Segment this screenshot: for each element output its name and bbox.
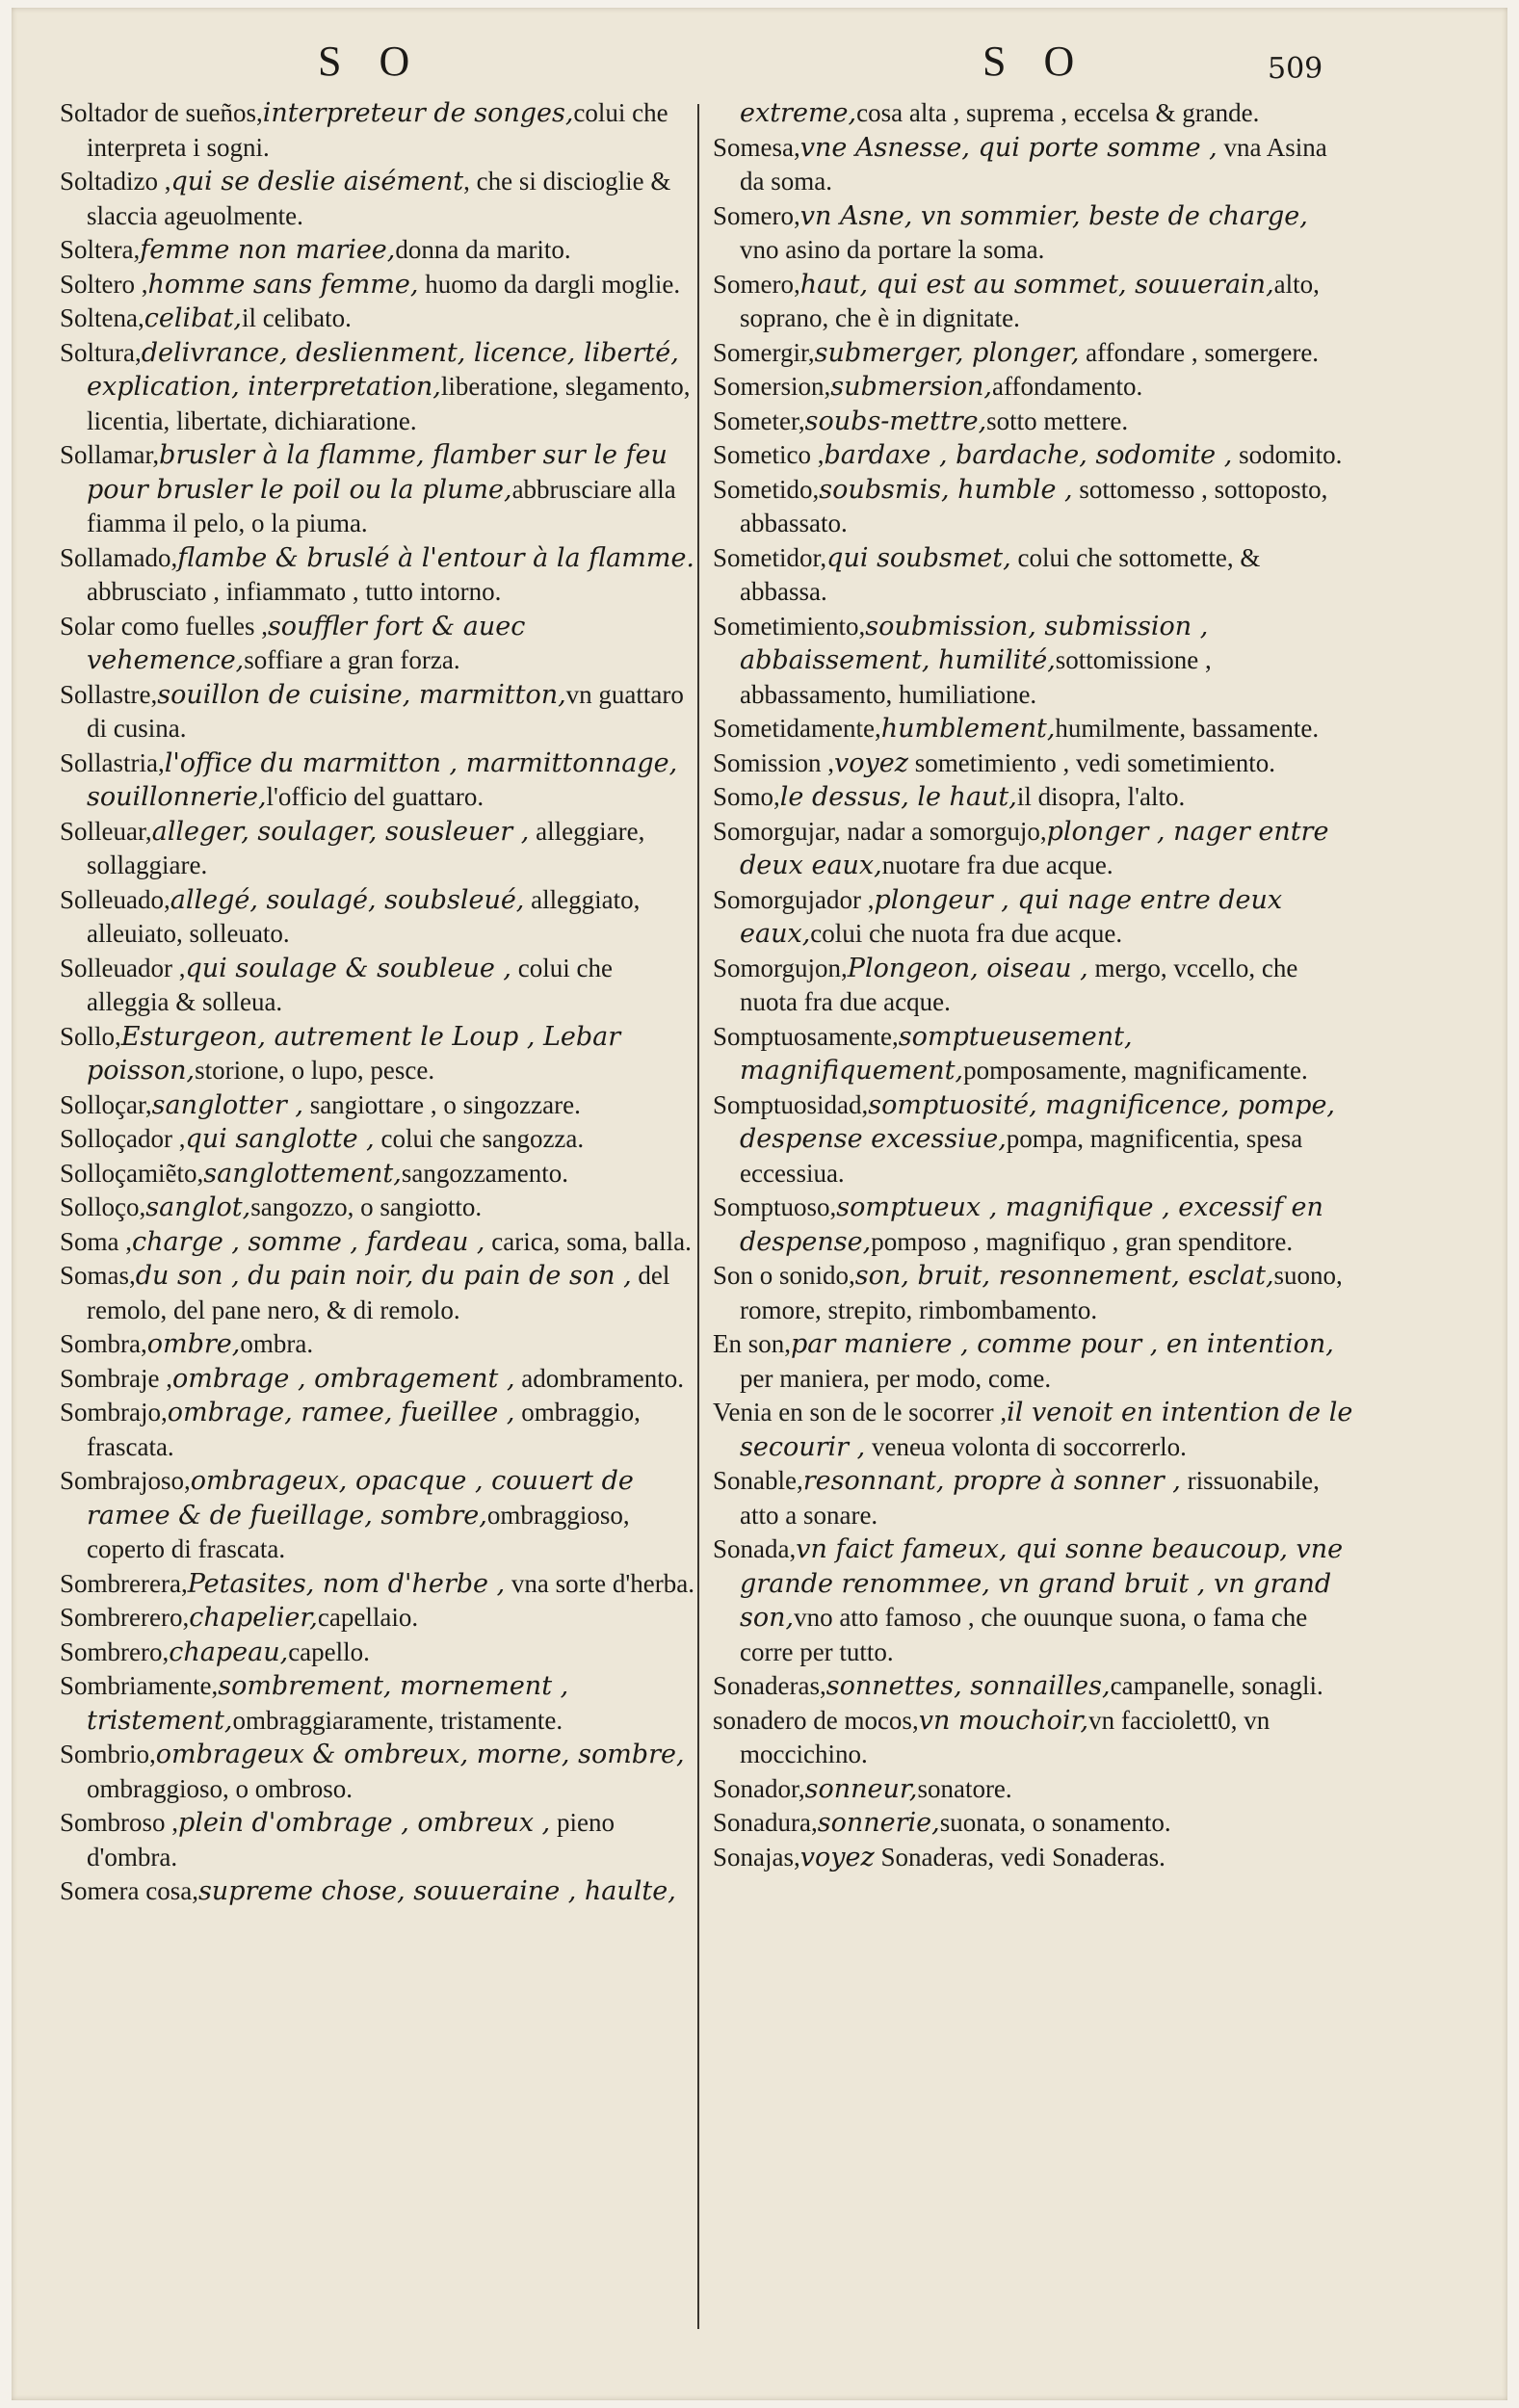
italian-gloss: del remolo, del pane nero, & di remolo. bbox=[87, 1261, 670, 1324]
dictionary-entry bbox=[713, 405, 1353, 439]
dictionary-entry bbox=[60, 1738, 700, 1806]
headword: Soltadizo , bbox=[60, 167, 171, 196]
headword: sonadero de mocos, bbox=[713, 1705, 919, 1735]
dictionary-entry bbox=[713, 883, 1353, 952]
italian-gloss: sotto mettere. bbox=[986, 406, 1129, 435]
french-gloss: sanglot, bbox=[145, 1192, 251, 1222]
headword: Soltena, bbox=[60, 303, 144, 332]
dictionary-entry bbox=[60, 1088, 700, 1123]
dictionary-entry bbox=[713, 473, 1353, 541]
headword: Sombroso , bbox=[60, 1808, 179, 1837]
french-gloss: somptueux , magnifique , excessif en despense, bbox=[740, 1192, 1323, 1257]
headword: Someter, bbox=[713, 406, 805, 435]
italian-gloss: pieno d'ombra. bbox=[87, 1808, 615, 1871]
headword: Somorgujar, nadar a somorgujo, bbox=[713, 816, 1047, 846]
french-gloss: vn Asne, vn sommier, beste de charge, bbox=[799, 200, 1308, 231]
italian-gloss: sangiottare , o singozzare. bbox=[302, 1089, 581, 1119]
italian-gloss: sonatore. bbox=[917, 1773, 1012, 1803]
headword: Sollamado, bbox=[60, 542, 178, 572]
italian-gloss: ombraggioso, coperto di frascata. bbox=[87, 1500, 630, 1563]
headword: Sonajas, bbox=[713, 1842, 800, 1871]
dictionary-entry bbox=[60, 1157, 700, 1191]
headword: Sombrio, bbox=[60, 1740, 156, 1768]
italian-gloss: sodomito. bbox=[1232, 440, 1343, 469]
dictionary-entry bbox=[713, 268, 1353, 336]
italian-gloss: affondamento. bbox=[992, 372, 1143, 401]
dictionary-entry bbox=[60, 1636, 700, 1670]
french-gloss: plongeur , qui nage entre deux eaux, bbox=[740, 884, 1283, 949]
headword: Somera cosa, bbox=[60, 1876, 198, 1905]
dictionary-entry bbox=[60, 541, 700, 610]
french-gloss: vne Asnesse, qui porte somme , bbox=[799, 132, 1218, 163]
french-gloss: son, bruit, resonnement, esclat, bbox=[854, 1261, 1274, 1291]
dictionary-entry bbox=[60, 1874, 700, 1909]
italian-gloss: soffiare a gran forza. bbox=[244, 645, 460, 674]
dictionary-entry bbox=[60, 438, 700, 541]
italian-gloss: pomposamente, magnificamente. bbox=[963, 1056, 1308, 1085]
french-gloss: le dessus, le haut, bbox=[779, 782, 1017, 812]
italian-gloss: il disopra, l'alto. bbox=[1016, 782, 1186, 811]
italian-gloss: colui che alleggia & solleua. bbox=[87, 953, 613, 1016]
french-gloss: submerger, plonger, bbox=[814, 337, 1080, 368]
headword: Somission , bbox=[713, 747, 835, 777]
headword: En son, bbox=[713, 1329, 791, 1358]
french-gloss: sanglottement, bbox=[203, 1158, 402, 1189]
headword: Solleuar, bbox=[60, 816, 152, 846]
dictionary-entry bbox=[713, 780, 1353, 815]
italian-gloss: veneua volonta di soccorrerlo. bbox=[865, 1431, 1187, 1461]
dictionary-entry bbox=[713, 1327, 1353, 1396]
italian-gloss: abbrusciare alla fiamma il pelo, o la piuma. bbox=[87, 474, 676, 537]
italian-gloss: suonata, o sonamento. bbox=[939, 1808, 1171, 1837]
dictionary-entry bbox=[713, 199, 1353, 268]
italian-gloss: alleggiare, sollaggiare. bbox=[87, 816, 645, 879]
headword: Sombrerera, bbox=[60, 1568, 188, 1598]
french-gloss: du son , du pain noir, du pain de son , bbox=[135, 1261, 632, 1291]
headword: Solloçador , bbox=[60, 1124, 186, 1153]
dictionary-entry bbox=[713, 1841, 1353, 1875]
dictionary-entry bbox=[60, 952, 700, 1020]
french-gloss: ombrage , ombragement , bbox=[171, 1363, 515, 1394]
dictionary-entry bbox=[60, 610, 700, 678]
dictionary-entry bbox=[60, 336, 700, 439]
french-gloss: brusler à la flamme, flamber sur le feu pour brusler le poil ou la plume, bbox=[87, 440, 668, 505]
italian-gloss: colui che sangozza. bbox=[374, 1124, 585, 1153]
french-gloss: vn faict fameux, qui sonne beaucoup, vne grande renommee, vn grand bruit , vn grand son, bbox=[740, 1534, 1344, 1633]
headword: Sollastre, bbox=[60, 679, 158, 709]
italian-gloss: abbrusciato , infiammato , tutto intorno. bbox=[87, 577, 502, 606]
dictionary-entry bbox=[60, 815, 700, 883]
page-number: 509 bbox=[1268, 52, 1323, 86]
italian-gloss: alleggiato, alleuiato, solleuato. bbox=[87, 884, 641, 948]
french-gloss: qui se deslie aisément bbox=[170, 167, 464, 196]
dictionary-entry bbox=[60, 746, 700, 815]
italian-gloss: alto, soprano, che è in dignitate. bbox=[740, 269, 1320, 332]
dictionary-entry bbox=[713, 1669, 1353, 1704]
dictionary-entry bbox=[60, 268, 700, 302]
italian-gloss: ombraggio, frascata. bbox=[87, 1398, 641, 1461]
headword: Sombrero, bbox=[60, 1636, 170, 1666]
dictionary-entry bbox=[60, 1601, 700, 1636]
french-gloss: charge , somme , fardeau , bbox=[132, 1226, 485, 1257]
italian-gloss: colui che interpreta i sogni. bbox=[87, 98, 668, 162]
headword: Sombraje , bbox=[60, 1363, 172, 1393]
french-gloss: soubsmis, humble , bbox=[819, 474, 1073, 505]
headword: Solloçar, bbox=[60, 1089, 152, 1119]
italian-gloss: mergo, vccello, che nuota fra due acque. bbox=[740, 953, 1298, 1016]
right-column bbox=[713, 96, 1353, 1874]
dictionary-entry bbox=[713, 370, 1353, 405]
dictionary-entry bbox=[713, 541, 1353, 610]
dictionary-entry bbox=[713, 336, 1353, 371]
dictionary-entry bbox=[60, 678, 700, 746]
french-gloss: delivrance, deslienment, licence, liberté, explication, interpretation, bbox=[87, 337, 679, 402]
french-gloss: il venoit en intention de le secourir , bbox=[740, 1398, 1353, 1462]
french-gloss: qui soulage & soubleue , bbox=[185, 953, 511, 983]
french-gloss: souffler fort & auec vehemence, bbox=[87, 611, 526, 675]
french-gloss: somptuosité, magnificence, pompe, despense excessiue, bbox=[740, 1089, 1335, 1154]
header-left: S O bbox=[318, 38, 424, 85]
italian-gloss: vna sorte d'herba. bbox=[505, 1568, 694, 1598]
french-gloss: l'office du marmitton , marmittonnage, souillonnerie, bbox=[87, 747, 678, 812]
dictionary-entry bbox=[713, 815, 1353, 883]
dictionary-entry bbox=[60, 233, 700, 268]
dictionary-entry bbox=[713, 1806, 1353, 1841]
italian-gloss: ombra. bbox=[240, 1329, 314, 1358]
headword: Soltura, bbox=[60, 337, 142, 367]
italian-gloss: sottomesso , sottoposto, abbassato. bbox=[740, 474, 1328, 537]
headword: Soltero , bbox=[60, 269, 148, 299]
dictionary-entry bbox=[713, 1464, 1353, 1532]
italian-gloss: pomposo , magnifiquo , gran spenditore. bbox=[871, 1226, 1294, 1256]
headword: Sometimiento, bbox=[713, 611, 866, 641]
french-gloss: somptueusement, magnifiquement, bbox=[740, 1021, 1133, 1086]
headword: Sombrajoso, bbox=[60, 1466, 191, 1495]
italian-gloss: liberatione, slegamento, licentia, libertate, dichiaratione. bbox=[87, 372, 691, 435]
headword: Sombrerero, bbox=[60, 1603, 190, 1632]
headword: Sonaderas, bbox=[713, 1671, 826, 1700]
italian-gloss: huomo da dargli moglie. bbox=[418, 269, 681, 299]
french-gloss: vn mouchoir, bbox=[918, 1705, 1089, 1736]
italian-gloss: vn facciolett0, vn moccichino. bbox=[740, 1705, 1270, 1768]
french-gloss: soubmission, submission , abbaissement, humilité, bbox=[740, 611, 1209, 675]
headword: Venia en son de le socorrer , bbox=[713, 1398, 1008, 1426]
dictionary-entry bbox=[713, 1772, 1353, 1807]
italian-gloss: campanelle, sonagli. bbox=[1110, 1671, 1323, 1700]
headword: Sombra, bbox=[60, 1329, 147, 1358]
french-gloss: resonnant, propre à sonner , bbox=[802, 1466, 1181, 1496]
dictionary-entry bbox=[60, 1669, 700, 1738]
headword: Sometidamente, bbox=[713, 714, 881, 743]
italian-gloss: sottomissione , abbassamento, humiliatione. bbox=[740, 645, 1212, 709]
headword: Somorgujador , bbox=[713, 884, 875, 914]
headword: Sonable, bbox=[713, 1466, 803, 1495]
italian-gloss: rissuonabile, atto a sonare. bbox=[740, 1466, 1320, 1530]
headword: Sonadura, bbox=[713, 1808, 818, 1837]
headword: Solleuado, bbox=[60, 884, 170, 914]
french-gloss: Plongeon, oiseau , bbox=[847, 953, 1088, 983]
dictionary-entry bbox=[713, 952, 1353, 1020]
italian-gloss: vno asino da portare la soma. bbox=[740, 235, 1045, 264]
dictionary-entry bbox=[60, 1806, 700, 1874]
dictionary-entry bbox=[713, 131, 1353, 199]
headword: Sometido, bbox=[713, 474, 820, 504]
dictionary-entry bbox=[60, 165, 700, 233]
headword: Somesa, bbox=[713, 132, 800, 162]
french-gloss: sonneur, bbox=[804, 1773, 918, 1804]
french-gloss: supreme chose, souueraine , haulte, bbox=[197, 1876, 676, 1906]
dictionary-entry bbox=[713, 1532, 1353, 1669]
dictionary-entry bbox=[713, 1396, 1353, 1464]
french-gloss: interpreteur de songes, bbox=[262, 98, 574, 128]
french-gloss: sonnettes, sonnailles, bbox=[825, 1671, 1111, 1701]
italian-gloss: donna da marito. bbox=[395, 235, 571, 264]
italian-gloss: colui che nuota fra due acque. bbox=[810, 919, 1123, 948]
french-gloss: haut, qui est au sommet, souuerain, bbox=[799, 269, 1274, 300]
dictionary-entry bbox=[60, 96, 700, 165]
french-gloss: celibat, bbox=[144, 303, 242, 333]
italian-gloss: capellaio. bbox=[317, 1603, 419, 1632]
french-gloss: sombrement, mornement , tristement, bbox=[87, 1671, 569, 1736]
french-gloss: qui sanglotte , bbox=[185, 1124, 375, 1154]
italian-gloss: carica, soma, balla. bbox=[485, 1226, 692, 1256]
dictionary-entry bbox=[60, 1464, 700, 1567]
italian-gloss: , che si discioglie & slaccia ageuolmente. bbox=[87, 167, 671, 230]
italian-gloss: pompa, magnificentia, spesa eccessiua. bbox=[740, 1124, 1303, 1188]
french-gloss: voyez bbox=[834, 747, 909, 778]
italian-gloss: l'officio del guattaro. bbox=[266, 782, 485, 811]
dictionary-entry bbox=[713, 1020, 1353, 1088]
french-gloss: Petasites, nom d'herbe , bbox=[187, 1568, 506, 1599]
left-column bbox=[60, 96, 700, 1909]
headword: Sollastria, bbox=[60, 747, 165, 777]
dictionary-entry bbox=[60, 1191, 700, 1225]
headword: Sombriamente, bbox=[60, 1671, 219, 1700]
french-gloss: par maniere , comme pour , en intention, bbox=[791, 1329, 1334, 1359]
dictionary-entry bbox=[60, 1327, 700, 1362]
dictionary-entry bbox=[60, 883, 700, 952]
dictionary-entry bbox=[60, 1122, 700, 1157]
french-gloss: alleger, soulager, sousleuer , bbox=[151, 816, 530, 847]
italian-gloss: ombraggioso, o ombroso. bbox=[87, 1773, 353, 1803]
headword: Solar como fuelles , bbox=[60, 611, 268, 641]
french-gloss: extreme, bbox=[740, 98, 857, 128]
headword: Somersion, bbox=[713, 372, 831, 401]
dictionary-entry bbox=[713, 746, 1353, 781]
italian-gloss: storione, o lupo, pesce. bbox=[195, 1056, 435, 1085]
dictionary-entry bbox=[713, 96, 1353, 131]
french-gloss: ombrage, ramee, fueillee , bbox=[167, 1398, 515, 1427]
french-gloss: sonnerie, bbox=[817, 1808, 940, 1838]
italian-gloss: cosa alta , suprema , eccelsa & grande. bbox=[856, 98, 1260, 127]
running-header bbox=[12, 37, 1507, 94]
headword: Soma , bbox=[60, 1226, 133, 1256]
headword: Somergir, bbox=[713, 337, 815, 367]
dictionary-entry bbox=[60, 1259, 700, 1327]
italian-gloss: sangozzo, o sangiotto. bbox=[250, 1192, 483, 1221]
headword: Son o sonido, bbox=[713, 1261, 855, 1290]
italian-gloss: affondare , somergere. bbox=[1079, 337, 1320, 367]
headword: Sometidor, bbox=[713, 542, 827, 572]
italian-gloss: vna Asina da soma. bbox=[740, 132, 1327, 196]
italian-gloss: nuotare fra due acque. bbox=[881, 851, 1113, 879]
headword: Sollamar, bbox=[60, 440, 160, 469]
italian-gloss: capello. bbox=[288, 1636, 370, 1666]
dictionary-entry bbox=[713, 1088, 1353, 1191]
french-gloss: sanglotter , bbox=[151, 1089, 303, 1120]
italian-gloss: sometimiento , vedi sometimiento. bbox=[908, 747, 1275, 777]
french-gloss: allegé, soulagé, soubsleué, bbox=[170, 884, 525, 915]
dictionary-entry bbox=[60, 1567, 700, 1602]
headword: Somptuosamente, bbox=[713, 1021, 899, 1051]
italian-gloss: humilmente, bassamente. bbox=[1055, 714, 1320, 743]
french-gloss: ombrageux & ombreux, morne, sombre, bbox=[155, 1740, 685, 1769]
dictionary-entry bbox=[713, 610, 1353, 713]
headword: Somo, bbox=[713, 782, 780, 811]
french-gloss: ombre, bbox=[146, 1329, 241, 1359]
headword: Somero, bbox=[713, 200, 800, 230]
dictionary-entry bbox=[713, 1191, 1353, 1259]
italian-gloss: ombraggiaramente, tristamente. bbox=[232, 1705, 563, 1735]
headword: Somorgujon, bbox=[713, 953, 848, 982]
dictionary-entry bbox=[713, 438, 1353, 473]
french-gloss: femme non mariee, bbox=[140, 235, 396, 265]
dictionary-page bbox=[12, 8, 1507, 2400]
dictionary-entry bbox=[713, 1704, 1353, 1772]
french-gloss: Esturgeon, autrement le Loup , Lebar poisson, bbox=[87, 1021, 621, 1086]
french-gloss: voyez bbox=[799, 1842, 875, 1872]
italian-gloss: per maniera, per modo, come. bbox=[740, 1363, 1052, 1393]
header-right: S O bbox=[982, 38, 1088, 85]
dictionary-entry bbox=[60, 301, 700, 336]
italian-gloss: colui che sottomette, & abbassa. bbox=[740, 542, 1261, 606]
headword: Soltera, bbox=[60, 235, 141, 264]
headword: Solloço, bbox=[60, 1192, 146, 1221]
dictionary-entry bbox=[60, 1362, 700, 1397]
italian-gloss: vn guattaro di cusina. bbox=[87, 679, 684, 743]
french-gloss: souillon de cuisine, marmitton, bbox=[157, 679, 566, 710]
french-gloss: bardaxe , bardache, sodomite , bbox=[824, 440, 1233, 470]
dictionary-entry bbox=[713, 1259, 1353, 1327]
headword: Somero, bbox=[713, 269, 800, 299]
french-gloss: soubs-mettre, bbox=[804, 406, 987, 436]
headword: Soltador de sueños, bbox=[60, 98, 263, 127]
dictionary-entry bbox=[713, 712, 1353, 746]
french-gloss: submersion, bbox=[830, 372, 993, 402]
headword: Solloçamiẽto, bbox=[60, 1158, 204, 1188]
italian-gloss: Sonaderas, vedi Sonaderas. bbox=[874, 1842, 1165, 1871]
french-gloss: ombrageux, opacque , couuert de ramee & de fueillage, sombre, bbox=[87, 1466, 634, 1531]
headword: Somas, bbox=[60, 1261, 136, 1290]
headword: Somptuosidad, bbox=[713, 1089, 869, 1119]
french-gloss: plonger , nager entre deux eaux, bbox=[740, 816, 1329, 880]
dictionary-entry bbox=[60, 1225, 700, 1260]
headword: Somptuoso, bbox=[713, 1192, 837, 1221]
french-gloss: flambe & bruslé à l'entour à la flamme. bbox=[177, 542, 695, 573]
french-gloss: plein d'ombrage , ombreux , bbox=[178, 1808, 551, 1838]
french-gloss: qui soubsmet, bbox=[826, 542, 1011, 573]
italian-gloss: sangozzamento. bbox=[401, 1158, 569, 1188]
italian-gloss: suono, romore, strepito, rimbombamento. bbox=[740, 1261, 1343, 1324]
headword: Sonador, bbox=[713, 1773, 805, 1803]
headword: Sollo, bbox=[60, 1021, 121, 1051]
headword: Sonada, bbox=[713, 1534, 797, 1563]
headword: Sombrajo, bbox=[60, 1398, 168, 1426]
french-gloss: humblement, bbox=[880, 714, 1056, 744]
dictionary-entry bbox=[60, 1396, 700, 1464]
headword: Solleuador , bbox=[60, 953, 186, 982]
italian-gloss: adombramento. bbox=[514, 1363, 684, 1393]
dictionary-entry bbox=[60, 1020, 700, 1088]
french-gloss: homme sans femme, bbox=[147, 269, 419, 300]
italian-gloss: il celibato. bbox=[241, 303, 352, 332]
italian-gloss: vno atto famoso , che ouunque suona, o fama che corre per tutto. bbox=[740, 1603, 1308, 1666]
french-gloss: chapeau, bbox=[169, 1636, 289, 1667]
headword: Sometico , bbox=[713, 440, 825, 469]
french-gloss: chapelier, bbox=[189, 1603, 318, 1633]
